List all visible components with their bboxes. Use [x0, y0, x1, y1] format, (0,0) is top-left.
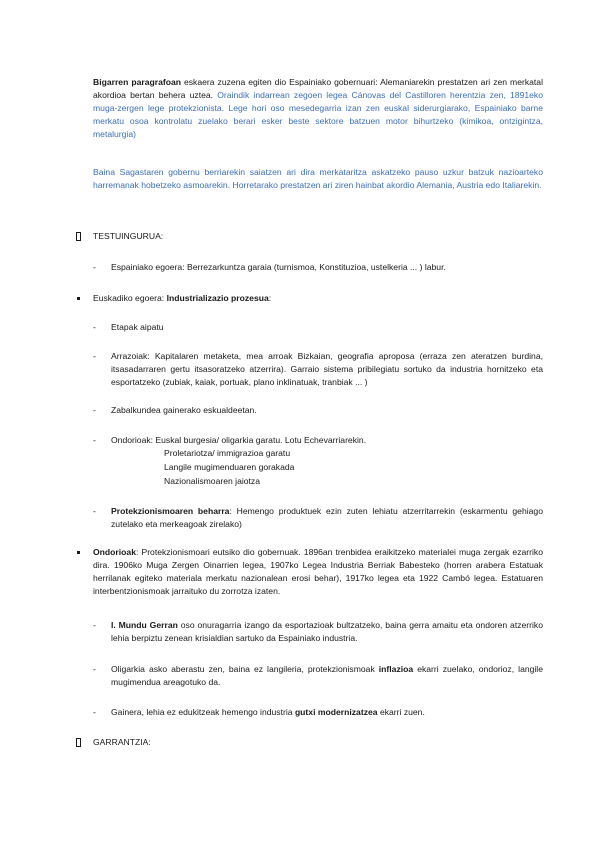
intro-text: eskaera zuzena egiten dio Espainiako gobernuari: Alemaniarekin prestatzen ari zen merkatal akordioa bertan behera uztea. — [93, 77, 543, 100]
gerra-bold: I. Mundu Gerran — [111, 620, 178, 630]
gainera-text-2: ekarri zuen. — [377, 707, 425, 717]
euskadi-suffix: : — [268, 293, 272, 303]
euskadi-prefix: Euskadiko egoera: — [93, 293, 167, 303]
gerra-text: oso onuragarria izango da esportazioak bultzatzeko, baina gerra amaitu eta ondoren atzerriko lehia berpiztu zenean krisialdian sartuko da Espainiako industria. — [111, 620, 544, 643]
dash-bullet-icon: - — [93, 405, 96, 415]
item-ondorioak — [93, 546, 543, 598]
ondorioak-line-2: Langile mugimenduaren gorakada — [164, 462, 295, 472]
dot-bullet-icon — [77, 551, 80, 554]
item-ondorioak-sub: Ondorioak: Euskal burgesia/ oligarkia garatu. Lotu Echevarriarekin. — [111, 435, 367, 445]
item-espainia: Espainiako egoera: Berrezarkuntza garaia (turnismoa, Konstituzioa, ustelkeria ... ) labur. — [111, 262, 446, 272]
item-gainera — [111, 706, 543, 719]
intro-blue-text: Oraindik indarrean zegoen legea Cánovas del Castilloren herentzia zen, 1891eko muga-zergen lege protekzionista. Lege hori oso mesedegarria izan zen euskal siderurgiarako, Espainiako barne merkatu osoa kontrolatu zuelako berari esker beste sektore batzuen motor bihurtzeko (kimikoa, ontzigintza, metalurgia) — [93, 90, 543, 139]
oligarkia-text-1: Oligarkia asko aberastu zen, baina ez langileria, protekzionismoak — [111, 664, 379, 674]
intro-paragraph-2: Baina Sagastaren gobernu berriarekin saiatzen ari dira merkataritza askatzeko pauso uzkur batzuk nazioarteko harremanak hobetzeko asmoarekin. Horretarako prestatzen ari ziren hainbat akordio Alemania, Austria edo Italiarekin. — [93, 167, 543, 190]
dash-bullet-icon: - — [93, 322, 96, 332]
item-zabalkundea: Zabalkundea gainerako eskualdeetan. — [111, 405, 257, 415]
ondorioak-text: : Protekzionismoari eutsiko dio gobernuak. 1896an trenbidea eraikitzeko materialei muga zergak ezarriko dira. 1906ko Muga Zergen Oinarrien legea, 1907ko Legea Industria Berriak Babesteko (horren arabera Estatuak herrilanak egiteko materiala merkatu nazionalean erosi behar), 1917ko legea eta 1922 Cambó legea. Estatuaren interbentzionismoak jarraituko du zorrotza izaten. — [93, 547, 543, 596]
dot-bullet-icon — [77, 297, 80, 300]
item-gerra — [111, 619, 543, 645]
square-bullet-icon — [76, 738, 81, 747]
item-etapak: Etapak aipatu — [111, 322, 164, 332]
item-euskadi — [93, 292, 271, 305]
ondorioak-line-3: Nazionalismoaren jaiotza — [164, 476, 261, 486]
ondorioak-line-1: Proletariotza/ immigrazioa garatu — [164, 448, 291, 458]
item-protekzionismoa — [111, 505, 543, 531]
oligarkia-text-2: ekarri zuelako, ondorioz, langile mugimendua areagotuko da. — [111, 664, 544, 687]
dash-bullet-icon: - — [93, 707, 96, 717]
oligarkia-bold: inflazioa — [378, 664, 414, 674]
dash-bullet-icon: - — [93, 262, 96, 272]
dash-bullet-icon: - — [93, 435, 96, 445]
ondorioak-bold: Ondorioak — [93, 547, 136, 557]
intro-paragraph-1 — [93, 76, 543, 141]
item-arrazoiak: Arrazoiak: Kapitalaren metaketa, mea arroak Bizkaian, geografia aproposa (erraza zen ateratzen burdina, itsasadarraren gertu itsasoratzeko atzerrira). Garraio sistema pribilegiatu sortuko da industria hornitzeko eta esportatzeko (zubiak, kaiak, portuak, plano inklinatuak, tranbiak ... ) — [111, 351, 543, 387]
item-oligarkia — [111, 663, 543, 689]
euskadi-bold: Industrializazio prozesua — [166, 293, 269, 303]
protek-text: : Hemengo produktuek ezin zuten lehiatu atzerritarrekin (eskarmentu gehiago zutelako eta merkeagoak zirelako) — [111, 506, 543, 529]
intro-bold-lead: Bigarren paragrafoan — [93, 77, 181, 87]
section-heading-garrantzia: GARRANTZIA: — [93, 737, 151, 747]
square-bullet-icon — [76, 232, 81, 241]
dash-bullet-icon: - — [93, 664, 96, 674]
gainera-bold: gutxi modernizatzea — [294, 707, 378, 717]
dash-bullet-icon: - — [93, 620, 96, 630]
section-heading-testuingurua: TESTUINGURUA: — [93, 231, 164, 241]
dash-bullet-icon: - — [93, 506, 96, 516]
gainera-text-1: Gainera, lehia ez edukitzeak hemengo industria — [111, 707, 295, 717]
dash-bullet-icon: - — [93, 351, 96, 361]
protek-bold: Protekzionismoaren beharra — [111, 506, 230, 516]
